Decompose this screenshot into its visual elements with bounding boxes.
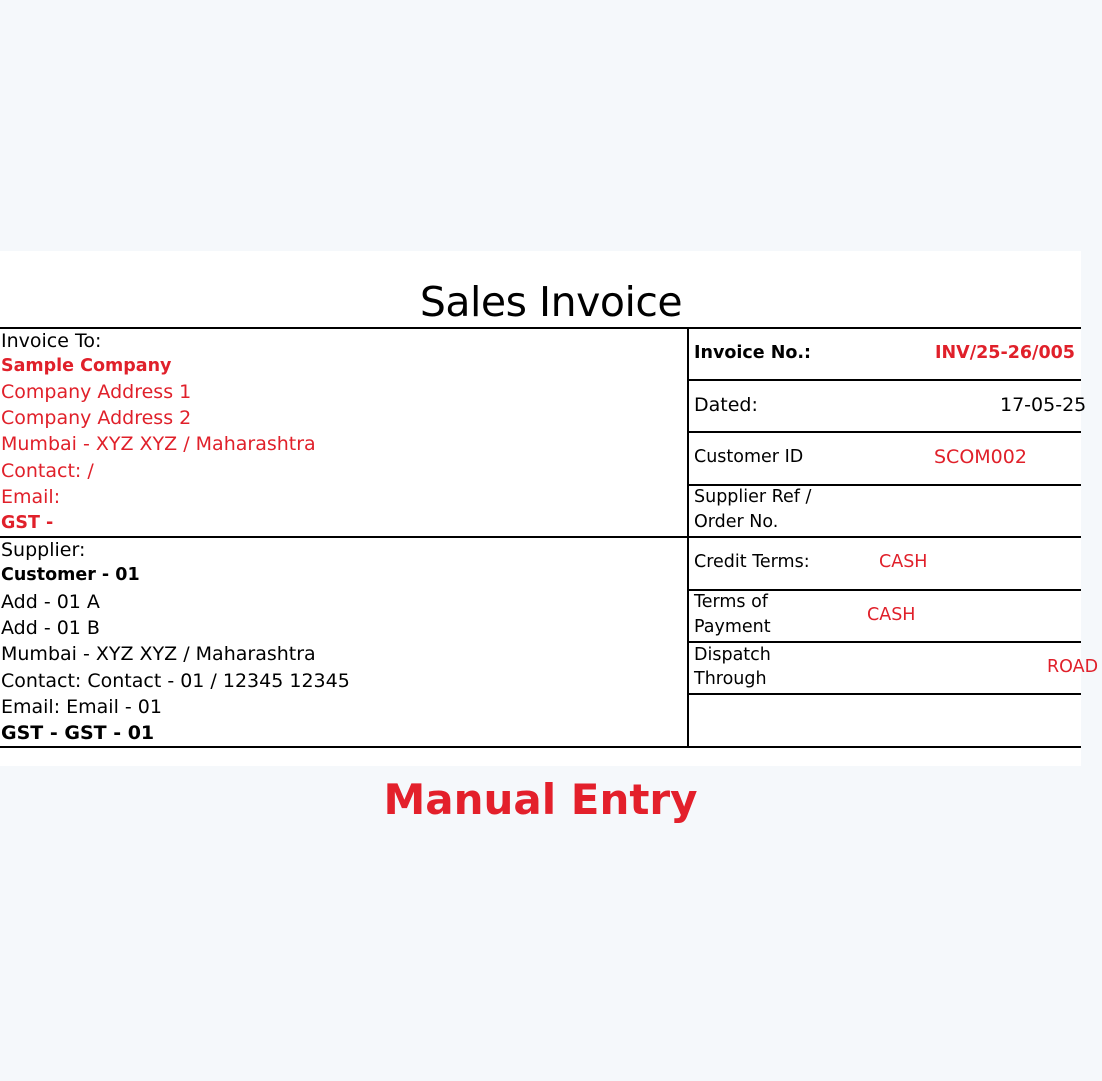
customer-id-value: SCOM002 (934, 446, 1027, 468)
credit-terms-label: Credit Terms: (694, 552, 810, 572)
supplier-name: Customer - 01 (1, 565, 140, 585)
terms-of-payment-label-2: Payment (694, 617, 771, 637)
details-row-divider (688, 431, 1081, 433)
details-row-divider (688, 379, 1081, 381)
dispatch-label-2: Through (694, 669, 767, 689)
invoice-to-city: Mumbai - XYZ XYZ / Maharashtra (1, 433, 316, 455)
supplier-ref-label-1: Supplier Ref / (694, 487, 812, 507)
manual-entry-banner: Manual Entry (383, 775, 698, 824)
table-middle-border (0, 536, 1081, 538)
supplier-contact: Contact: Contact - 01 / 12345 12345 (1, 670, 350, 692)
invoice-to-address-1: Company Address 1 (1, 381, 192, 403)
invoice-to-address-2: Company Address 2 (1, 407, 192, 429)
dated-label: Dated: (694, 394, 758, 416)
customer-id-label: Customer ID (694, 447, 804, 467)
dispatch-value: ROAD (1047, 657, 1099, 677)
supplier-address-1: Add - 01 A (1, 591, 100, 613)
supplier-email: Email: Email - 01 (1, 696, 162, 718)
invoice-to-company: Sample Company (1, 356, 172, 376)
supplier-address-2: Add - 01 B (1, 617, 100, 639)
supplier-city: Mumbai - XYZ XYZ / Maharashtra (1, 643, 316, 665)
supplier-heading: Supplier: (1, 539, 86, 561)
credit-terms-value: CASH (879, 552, 928, 572)
column-divider (687, 327, 689, 748)
invoice-no-value: INV/25-26/005 (935, 343, 1075, 363)
terms-of-payment-label-1: Terms of (694, 592, 768, 612)
supplier-gst: GST - GST - 01 (1, 722, 155, 744)
table-bottom-border (0, 746, 1081, 748)
invoice-to-contact: Contact: / (1, 460, 94, 482)
terms-of-payment-value: CASH (867, 605, 916, 625)
details-row-divider (688, 693, 1081, 695)
table-top-border (0, 327, 1081, 329)
dispatch-label-1: Dispatch (694, 645, 771, 665)
invoice-to-email: Email: (1, 486, 61, 508)
invoice-sheet (0, 251, 1099, 766)
invoice-to-gst: GST - (1, 513, 54, 533)
invoice-title: Sales Invoice (419, 278, 683, 326)
invoice-to-heading: Invoice To: (1, 330, 102, 352)
dated-value: 17-05-25 (1000, 394, 1087, 416)
supplier-ref-label-2: Order No. (694, 512, 779, 532)
invoice-no-label: Invoice No.: (694, 343, 812, 363)
